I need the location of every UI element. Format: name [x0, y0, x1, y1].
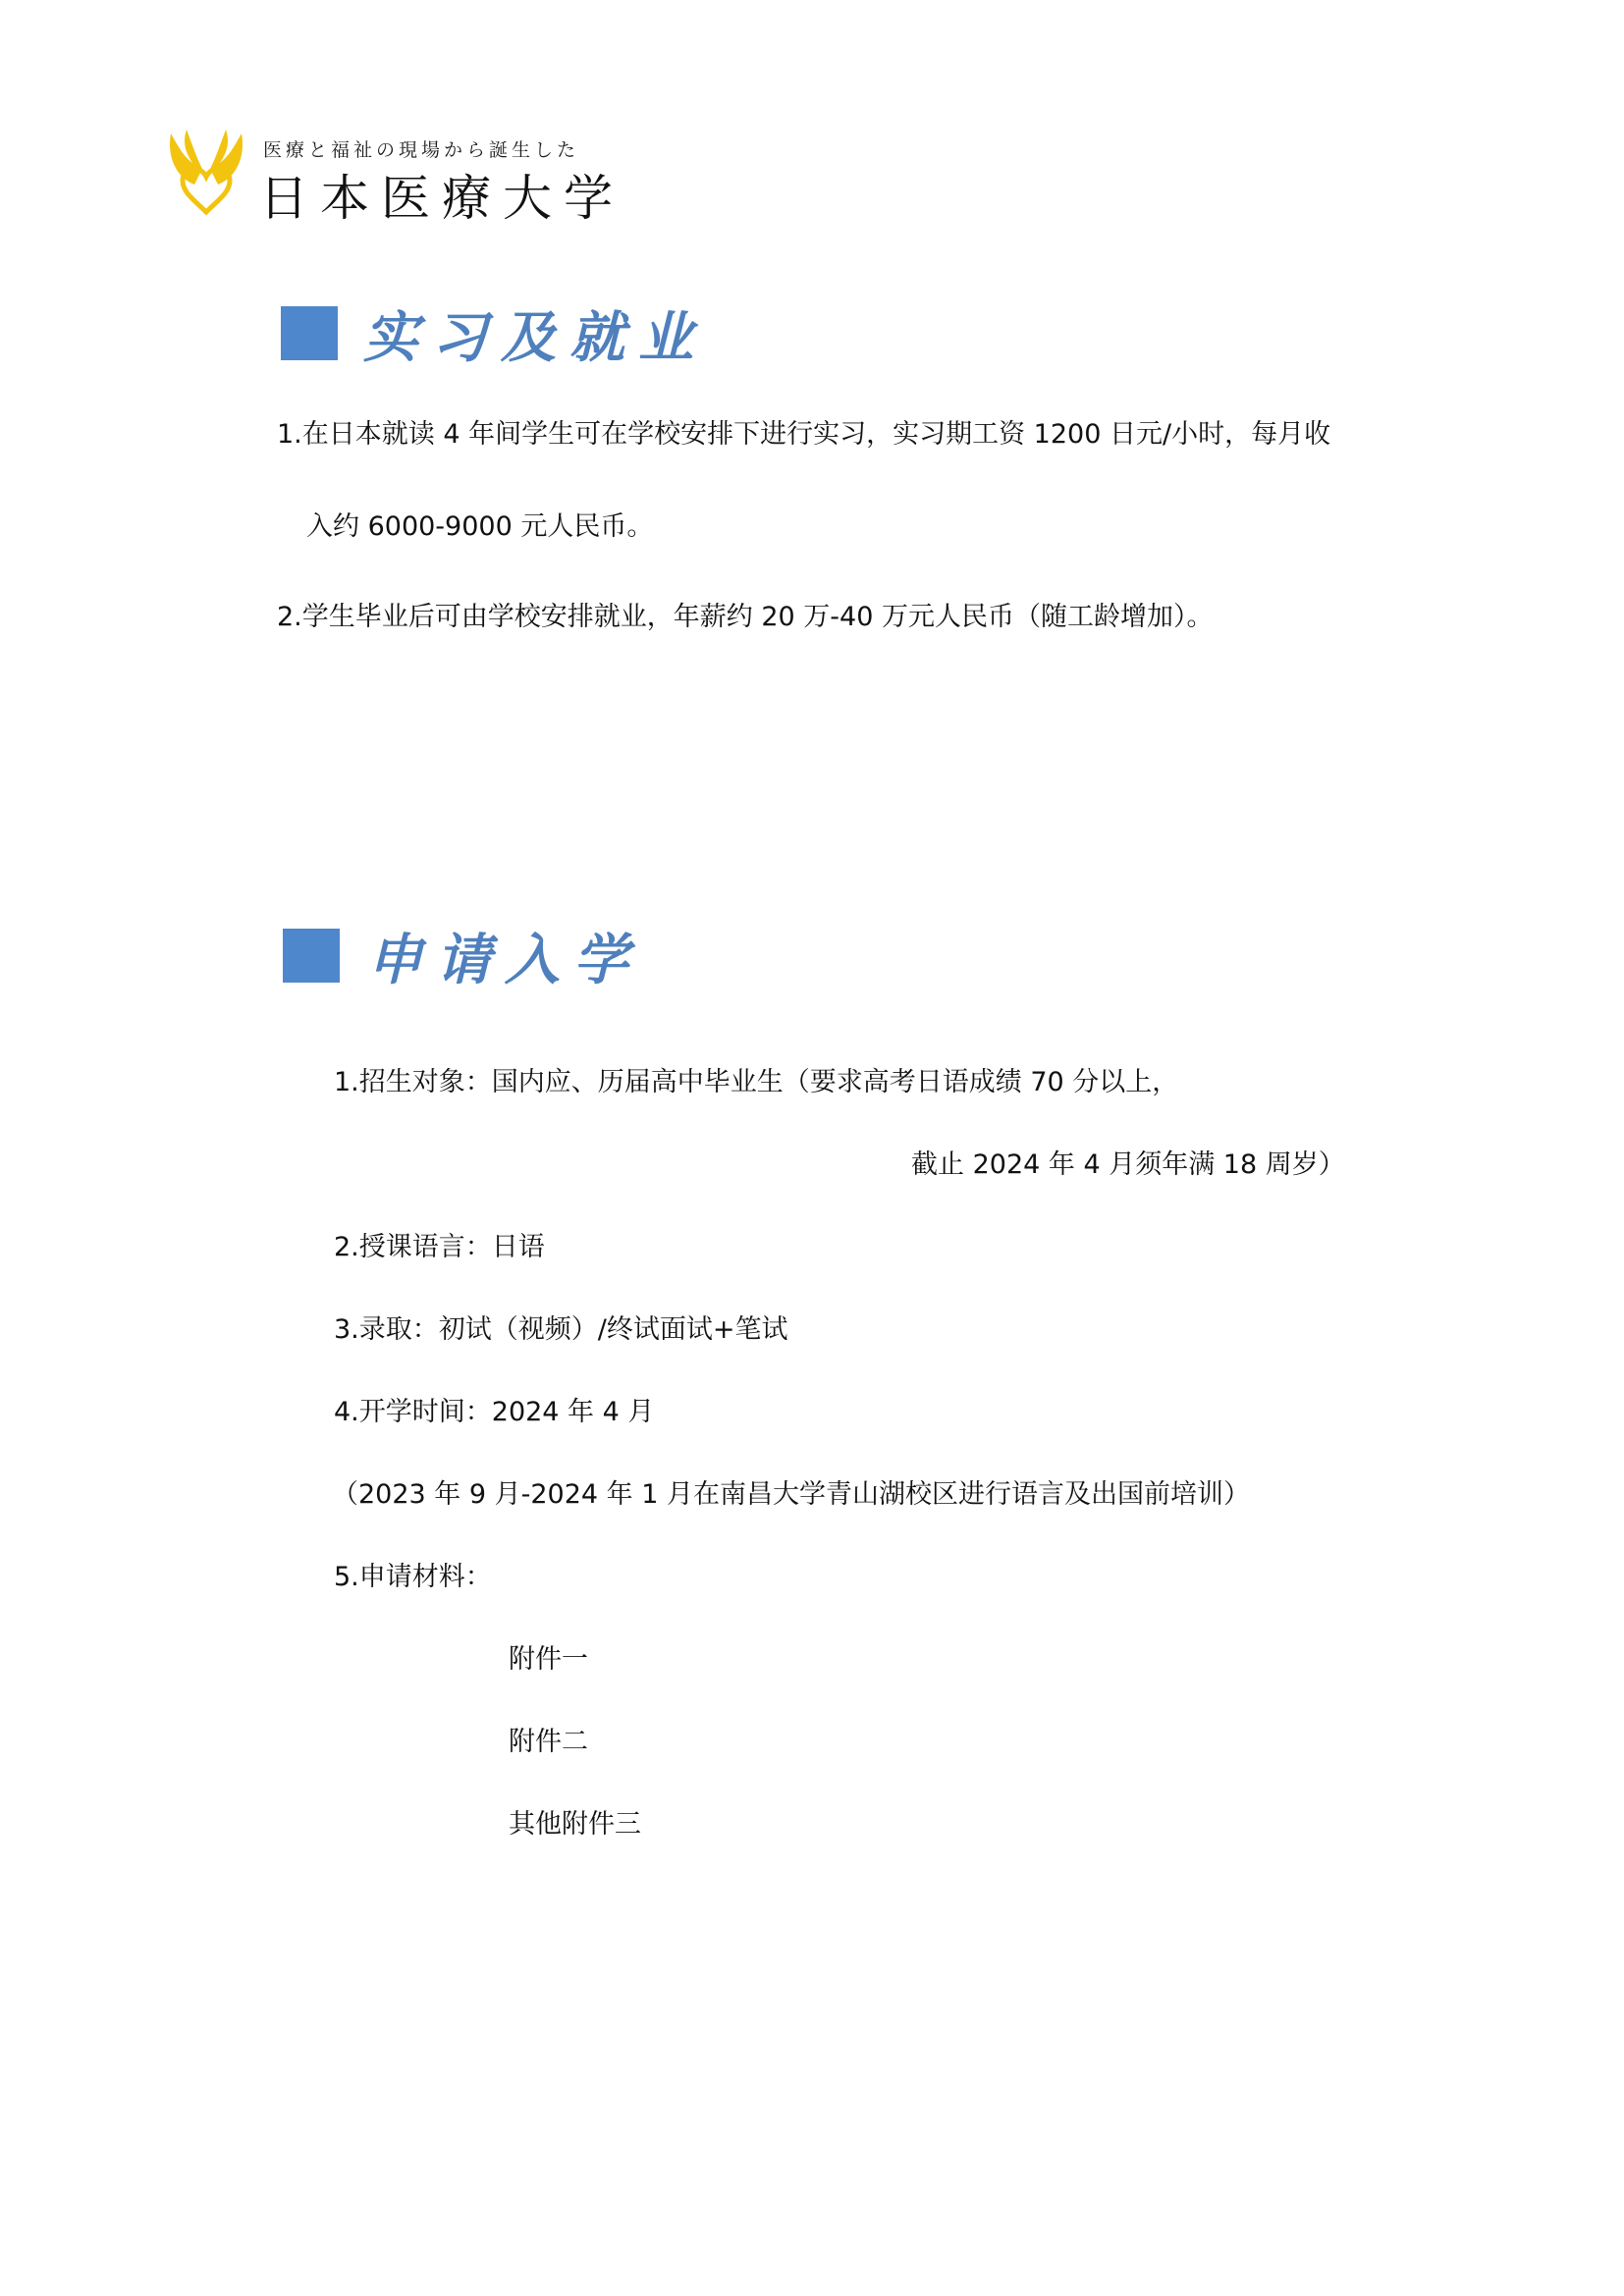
application-materials: 5.申请材料： — [334, 1562, 492, 1592]
attachment-2: 附件二 — [509, 1727, 588, 1757]
section-title-admission: 申请入学 — [367, 928, 642, 992]
internship-item-1: 1.在日本就读 4 年间学生可在学校安排下进行实习，实习期工资 1200 日元/小时，每月收 — [277, 419, 1331, 450]
section-marker-square — [283, 929, 340, 983]
attachment-3: 其他附件三 — [509, 1809, 641, 1840]
admission-target: 1.招生对象：国内应、历届高中毕业生（要求高考日语成绩 70 分以上， — [334, 1067, 1179, 1097]
teaching-language: 2.授课语言：日语 — [334, 1232, 545, 1262]
pre-departure-training: （2023 年 9 月-2024 年 1 月在南昌大学青山湖校区进行语言及出国前培训） — [332, 1479, 1251, 1510]
logo-tagline: 医療と福祉の現場から誕生した — [263, 139, 580, 161]
admission-target-cont: 截止 2024 年 4 月须年满 18 周岁） — [911, 1149, 1345, 1180]
section-title-internship: 实习及就业 — [363, 305, 707, 370]
attachment-1: 附件一 — [509, 1644, 588, 1675]
angel-heart-logo-icon — [165, 126, 247, 216]
internship-item-1-cont: 入约 6000-9000 元人民币。 — [306, 511, 654, 542]
employment-item-2: 2.学生毕业后可由学校安排就业，年薪约 20 万-40 万元人民币（随工龄增加）。 — [277, 602, 1214, 632]
logo-name: 日本医療大学 — [259, 170, 624, 227]
section-marker-square — [281, 306, 338, 360]
university-logo — [165, 126, 624, 227]
admission-method: 3.录取：初试（视频）/终试面试+笔试 — [334, 1314, 788, 1345]
start-date: 4.开学时间：2024 年 4 月 — [334, 1397, 655, 1427]
